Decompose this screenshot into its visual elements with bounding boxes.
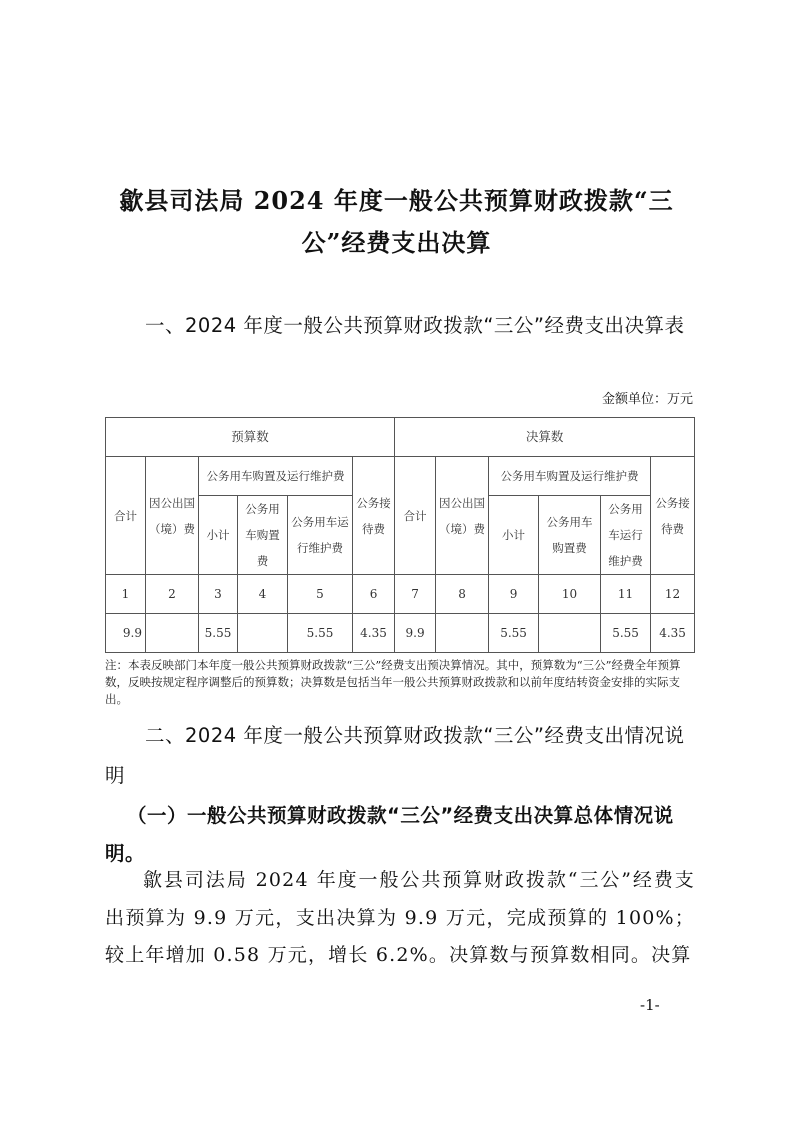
- budget-abroad-header: 因公出国（境）费: [146, 457, 199, 575]
- values-row: [106, 614, 695, 653]
- final-total-header: 合计: [395, 457, 436, 575]
- value-cell: [436, 614, 489, 653]
- column-number: 4: [238, 575, 288, 614]
- column-number: 3: [199, 575, 238, 614]
- column-number: 1: [106, 575, 146, 614]
- value-cell: 5.55: [489, 614, 539, 653]
- document-title: 歙县司法局 2024 年度一般公共预算财政拨款“三公”经费支出决算: [119, 186, 674, 257]
- body-paragraph: 歙县司法局 2024 年度一般公共预算财政拨款“三公”经费支出预算为 9.9 万元，支出决算为 9.9 万元，完成预算的 100%；较上年增加 0.58 万元，增长 6.2%。决算数与预算数相同。决算: [105, 869, 695, 966]
- final-vehicle-subtotal-header: 小计: [489, 496, 539, 575]
- value-cell: 4.35: [353, 614, 395, 653]
- budget-vehicle-operation-header: 公务用车运行维护费: [288, 496, 353, 575]
- three-public-expenses-table: [105, 417, 695, 653]
- page-number: -1-: [640, 996, 660, 1014]
- final-vehicle-group-header: 公务用车购置及运行维护费: [489, 457, 651, 496]
- column-number: 6: [353, 575, 395, 614]
- budget-reception-header: 公务接待费: [353, 457, 395, 575]
- final-vehicle-purchase-header: 公务用车购置费: [539, 496, 601, 575]
- value-cell: 5.55: [288, 614, 353, 653]
- budget-vehicle-purchase-header: 公务用车购置费: [238, 496, 288, 575]
- value-cell: 5.55: [601, 614, 651, 653]
- value-cell: 9.9: [395, 614, 436, 653]
- budget-vehicle-group-header: 公务用车购置及运行维护费: [199, 457, 353, 496]
- column-number-row: [106, 575, 695, 614]
- value-cell: [238, 614, 288, 653]
- value-cell: [146, 614, 199, 653]
- final-vehicle-operation-header: 公务用车运行维护费: [601, 496, 651, 575]
- final-abroad-header: 因公出国（境）费: [436, 457, 489, 575]
- column-number: 7: [395, 575, 436, 614]
- column-number: 8: [436, 575, 489, 614]
- final-group-header: 决算数: [395, 418, 695, 457]
- value-cell: 9.9: [106, 614, 146, 653]
- budget-group-header: 预算数: [106, 418, 395, 457]
- column-number: 9: [489, 575, 539, 614]
- table-note: 注：本表反映部门本年度一般公共预算财政拨款“三公”经费支出预决算情况。其中，预算数为“三公”经费全年预算数，反映按规定程序调整后的预算数；决算数是包括当年一般公共预算财政拨款和以前年度结转资金安排的实际支出。: [105, 658, 681, 706]
- unit-label: 金额单位：万元: [601, 392, 693, 407]
- budget-vehicle-subtotal-header: 小计: [199, 496, 238, 575]
- section1-heading: 一、2024 年度一般公共预算财政拨款“三公”经费支出决算表: [145, 314, 685, 337]
- column-number: 12: [651, 575, 695, 614]
- column-number: 11: [601, 575, 651, 614]
- value-cell: [539, 614, 601, 653]
- subsection1-heading: （一）一般公共预算财政拨款“三公”经费支出决算总体情况说明。: [105, 804, 674, 865]
- section2-heading: 二、2024 年度一般公共预算财政拨款“三公”经费支出情况说明: [105, 724, 685, 787]
- column-number: 2: [146, 575, 199, 614]
- column-number: 10: [539, 575, 601, 614]
- column-number: 5: [288, 575, 353, 614]
- value-cell: 5.55: [199, 614, 238, 653]
- value-cell: 4.35: [651, 614, 695, 653]
- final-reception-header: 公务接待费: [651, 457, 695, 575]
- budget-total-header: 合计: [106, 457, 146, 575]
